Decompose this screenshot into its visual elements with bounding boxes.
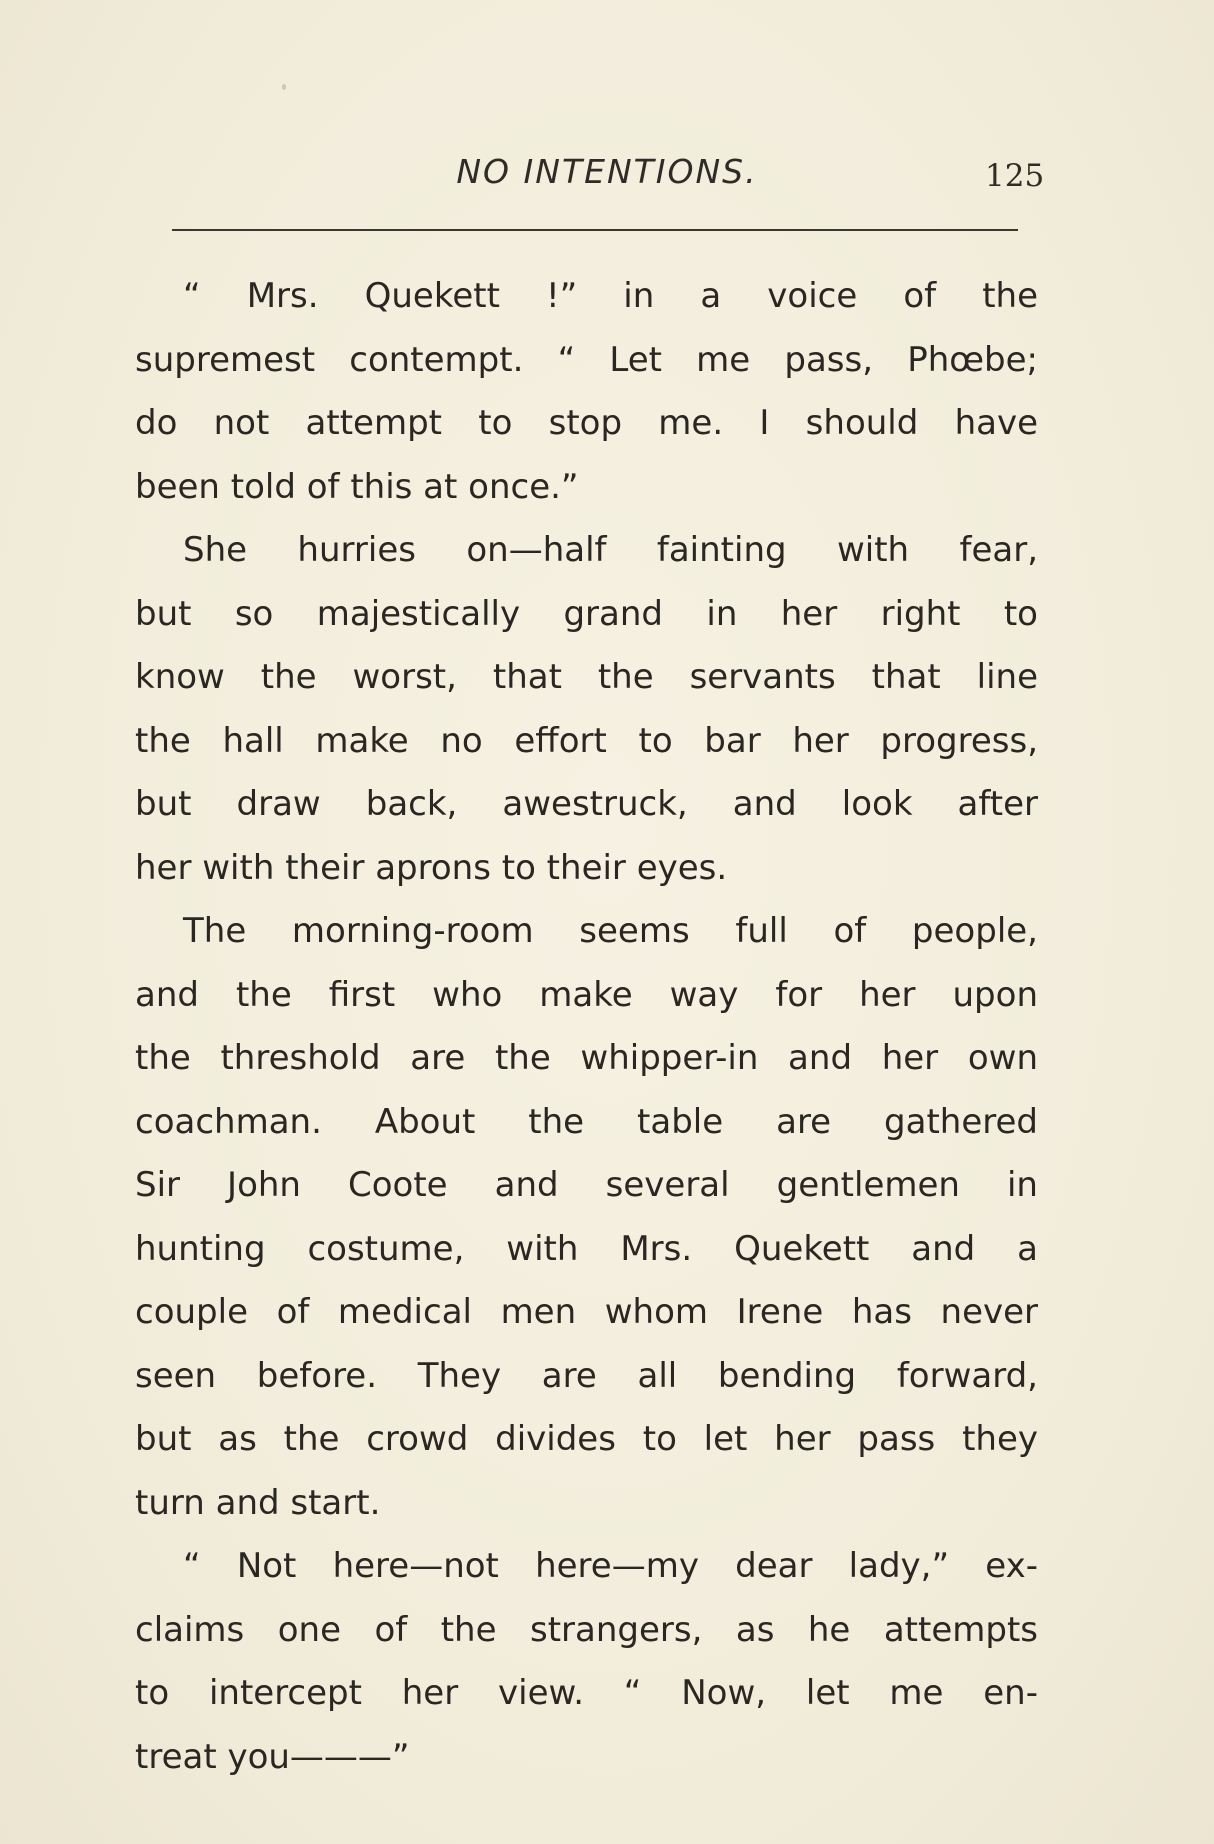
text-line: but draw back, awestruck, and look after [135, 784, 1038, 824]
text-line: to intercept her view. “ Now, let me en- [135, 1673, 1038, 1713]
text-line: do not attempt to stop me. I should have [135, 403, 1038, 443]
text-line: been told of this at once.” [135, 466, 579, 507]
text-line: She hurries on—half fainting with fear, [183, 530, 1038, 570]
text-line: Sir John Coote and several gentlemen in [135, 1165, 1038, 1205]
text-line: but so majestically grand in her right to [135, 593, 1038, 634]
running-title: NO INTENTIONS. [456, 152, 758, 191]
text-line: claims one of the strangers, as he attempts [135, 1609, 1038, 1650]
text-line: The morning-room seems full of people, [183, 911, 1038, 951]
text-line: “ Mrs. Quekett !” in a voice of the [183, 276, 1038, 316]
text-line: “ Not here—not here—my dear lady,” ex- [183, 1546, 1038, 1586]
body-text [135, 265, 1038, 1789]
text-line: coachman. About the table are gathered [135, 1101, 1038, 1142]
text-line: turn and start. [135, 1482, 381, 1523]
text-line: her with their aprons to their eyes. [135, 847, 728, 888]
text-line: the hall make no effort to bar her progress, [135, 720, 1038, 761]
text-line: know the worst, that the servants that line [135, 657, 1038, 697]
text-line: supremest contempt. “ Let me pass, Phœbe; [135, 339, 1038, 380]
text-line: the threshold are the whipper-in and her own [135, 1038, 1038, 1078]
paper-speck [282, 84, 286, 90]
text-line: and the first who make way for her upon [135, 974, 1038, 1015]
text-line: seen before. They are all bending forward, [135, 1355, 1038, 1396]
running-head [0, 152, 1214, 202]
page-number: 125 [985, 158, 1045, 194]
text-line: couple of medical men whom Irene has never [135, 1292, 1038, 1332]
text-line: treat you———” [135, 1736, 410, 1777]
text-line: hunting costume, with Mrs. Quekett and a [135, 1228, 1038, 1269]
header-rule [172, 229, 1018, 231]
text-line: but as the crowd divides to let her pass they [135, 1419, 1038, 1459]
